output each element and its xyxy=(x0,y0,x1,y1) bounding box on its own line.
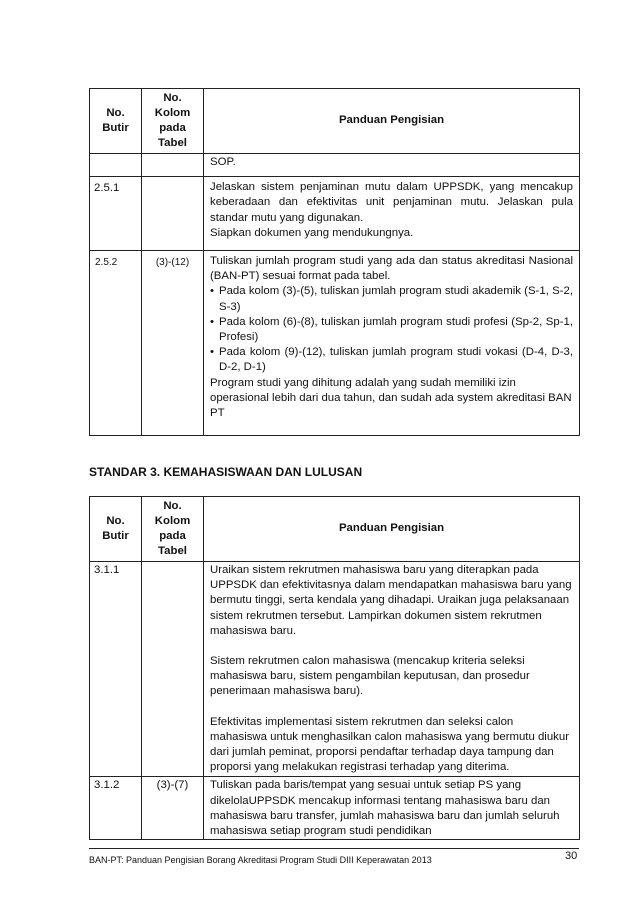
header-text: Kolom xyxy=(154,106,191,119)
header-text: Tabel xyxy=(158,137,187,150)
header-no-kolom xyxy=(142,89,204,154)
header-no-kolom xyxy=(142,497,204,562)
cell-panduan xyxy=(204,154,580,177)
cell-kolom xyxy=(142,154,204,177)
panduan-text: SOP. xyxy=(210,156,236,168)
panduan-text: Tuliskan pada baris/tempat yang sesuai untuk setiap PS yang dikelolaUPPSDK mencakup informasi tentang mahasiswa baru dan mahasiswa baru transfer, jumlah mahasiswa baru dan jumlah seluruh mahasiswa setiap program studi pendidikan xyxy=(210,779,560,838)
cell-panduan xyxy=(204,777,580,840)
cell-no: 3.1.1 xyxy=(90,562,142,777)
cell-kolom xyxy=(142,177,204,251)
bullet-list xyxy=(210,284,573,375)
section-title: STANDAR 3. KEMAHASISWAAN DAN LULUSAN xyxy=(89,465,363,479)
header-text: pada xyxy=(159,530,186,542)
cell-no: 2.5.2 xyxy=(90,251,142,436)
header-no-butir xyxy=(90,89,142,154)
list-item: • Pada kolom (6)-(8), tuliskan jumlah program studi profesi (Sp-2, Sp-1, Profesi) xyxy=(210,315,573,345)
header-text: No. xyxy=(106,514,125,527)
header-text: Kolom xyxy=(154,514,191,527)
table-row xyxy=(90,251,580,436)
table-row xyxy=(90,777,580,840)
panduan-text: Tuliskan jumlah program studi yang ada dan status akreditasi Nasional (BAN-PT) sesuai format pada tabel. xyxy=(210,255,573,283)
panduan-text: Siapkan dokumen yang mendukungnya. xyxy=(210,226,414,239)
list-item: • Pada kolom (3)-(5), tuliskan jumlah program studi akademik (S-1, S-2, S-3) xyxy=(210,284,573,314)
panduan-text: Jelaskan sistem penjaminan mutu dalam UPPSDK, yang mencakup keberadaan dan efektivitas unit penjaminan mutu. Jelaskan pula standar mutu yang digunakan. xyxy=(210,181,573,224)
footer-divider xyxy=(89,848,579,849)
header-text: Butir xyxy=(102,122,129,134)
table-header-row xyxy=(90,497,580,562)
header-text: No. xyxy=(163,499,182,512)
cell-panduan xyxy=(204,177,580,251)
table-standard-2 xyxy=(89,88,580,436)
panduan-text: Program studi yang dihitung adalah yang sudah memiliki izin operasional lebih dari dua tahun, dan sudah ada system akreditasi BAN PT xyxy=(210,376,572,420)
table-header-row xyxy=(90,89,580,154)
cell-panduan xyxy=(204,251,580,436)
header-text: No. xyxy=(163,91,182,104)
header-text: No. xyxy=(106,106,125,119)
table-row xyxy=(90,154,580,177)
header-no-butir xyxy=(90,497,142,562)
header-text: pada xyxy=(159,122,186,134)
table-row xyxy=(90,177,580,251)
page-number: 30 xyxy=(565,850,578,862)
cell-no: 2.5.1 xyxy=(90,177,142,251)
cell-kolom xyxy=(142,562,204,777)
cell-no: 3.1.2 xyxy=(90,777,142,840)
table-row xyxy=(90,562,580,777)
cell-panduan xyxy=(204,562,580,777)
cell-kolom: (3)-(12) xyxy=(142,251,204,436)
cell-no xyxy=(90,154,142,177)
header-panduan: Panduan Pengisian xyxy=(204,497,580,562)
header-panduan: Panduan Pengisian xyxy=(204,89,580,154)
list-item: • Pada kolom (9)-(12), tuliskan jumlah program studi vokasi (D-4, D-3, D-2, D-1) xyxy=(210,345,573,375)
panduan-text: Efektivitas implementasi sistem rekrutmen dan seleksi calon mahasiswa untuk menghasilkan calon mahasiswa yang bermutu diukur dari jumlah peminat, proporsi pendaftar terhadap daya tampung dan proporsi yang melakukan registrasi terhadap yang diterima. xyxy=(210,715,569,774)
header-text: Tabel xyxy=(158,545,187,558)
footer-text: BAN-PT: Panduan Pengisian Borang Akreditasi Program Studi DIII Keperawatan 2013 xyxy=(89,855,432,865)
cell-kolom: (3)-(7) xyxy=(142,777,204,840)
table-standard-3 xyxy=(89,496,580,840)
panduan-text: Sistem rekrutmen calon mahasiswa (mencakup kriteria seleksi mahasiswa baru, sistem pengambilan keputusan, dan prosedur penerimaan mahasiswa baru). xyxy=(210,655,530,698)
header-text: Butir xyxy=(102,530,129,542)
panduan-text: Uraikan sistem rekrutmen mahasiswa baru yang diterapkan pada UPPSDK dan efektivitasnya dalam mendapatkan mahasiswa baru yang bermutu tinggi, serta kendala yang dihadapi. Uraikan juga pelaksanaan sistem rekrutmen tersebut. Lampirkan dokumen sistem rekrutmen mahasiswa baru. xyxy=(210,564,572,637)
